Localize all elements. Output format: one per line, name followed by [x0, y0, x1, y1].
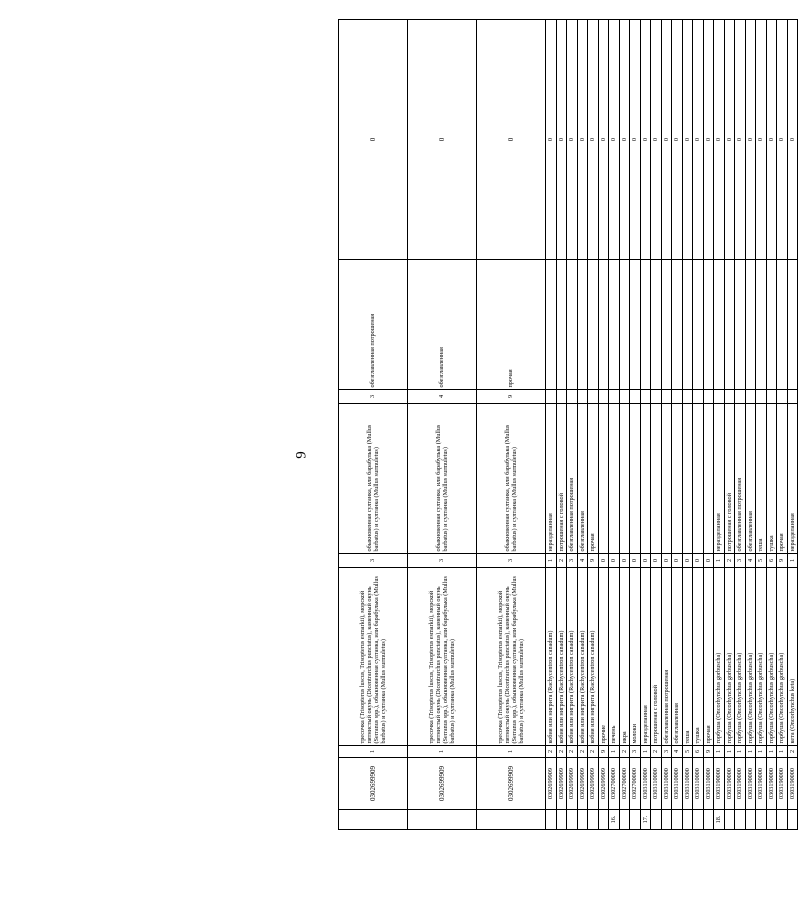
item-number-cell: [651, 810, 662, 830]
level2-description-cell: [661, 404, 672, 554]
item-number-cell: 17.: [640, 810, 651, 830]
level2-number-cell: 0: [598, 554, 609, 568]
level1-description-cell: горбуша (Oncorhynchus gorbuscha): [714, 568, 725, 746]
value-cell: 0: [672, 20, 683, 260]
item-number-cell: [619, 810, 630, 830]
code-cell: 0302699909: [339, 758, 408, 810]
level1-description-cell: кобия или нигрита (Rachycentron canadum): [588, 568, 599, 746]
level3-number-cell: [672, 390, 683, 404]
item-number-cell: [787, 810, 798, 830]
level1-description-cell: горбуша (Oncorhynchus gorbuscha): [724, 568, 735, 746]
table-row: [682, 20, 693, 830]
level2-number-cell: 3: [735, 554, 746, 568]
level2-description-cell: обезглавленная: [577, 404, 588, 554]
level2-description-cell: обыкновенная султанка, или барабулька (Mullus barbatus) и султанка (Mullus surmuletus): [477, 404, 546, 554]
table-row: [777, 20, 788, 830]
level3-description-cell: [619, 260, 630, 390]
table-row: [609, 20, 620, 830]
level3-description-cell: [672, 260, 683, 390]
table-row: [724, 20, 735, 830]
item-number-cell: [546, 810, 557, 830]
level3-number-cell: [724, 390, 735, 404]
value-cell: 0: [756, 20, 767, 260]
value-cell: 0: [766, 20, 777, 260]
level2-description-cell: обезглавленная потрошеная: [735, 404, 746, 554]
code-cell: 0303190000: [766, 758, 777, 810]
item-number-cell: [693, 810, 704, 830]
level1-number-cell: 1: [477, 746, 546, 758]
level3-description-cell: [693, 260, 704, 390]
level1-number-cell: 2: [619, 746, 630, 758]
level2-description-cell: [609, 404, 620, 554]
level3-description-cell: [682, 260, 693, 390]
code-cell: 0303110000: [693, 758, 704, 810]
level1-number-cell: 2: [556, 746, 567, 758]
table-row: [745, 20, 756, 830]
level2-number-cell: 2: [556, 554, 567, 568]
level2-description-cell: [619, 404, 630, 554]
value-cell: 0: [693, 20, 704, 260]
level3-description-cell: [703, 260, 714, 390]
level3-description-cell: [714, 260, 725, 390]
level3-description-cell: [546, 260, 557, 390]
table-row: [714, 20, 725, 830]
level2-number-cell: 0: [630, 554, 641, 568]
level1-description-cell: теша: [682, 568, 693, 746]
item-number-cell: [661, 810, 672, 830]
table-row: [577, 20, 588, 830]
level2-number-cell: 0: [619, 554, 630, 568]
level2-description-cell: [640, 404, 651, 554]
level1-description-cell: прочая: [703, 568, 714, 746]
level1-number-cell: 2: [567, 746, 578, 758]
level2-description-cell: теша: [756, 404, 767, 554]
level2-description-cell: [672, 404, 683, 554]
level3-number-cell: [546, 390, 557, 404]
item-number-cell: [703, 810, 714, 830]
level2-number-cell: 0: [651, 554, 662, 568]
item-number-cell: [672, 810, 683, 830]
item-number-cell: [724, 810, 735, 830]
level1-number-cell: 1: [735, 746, 746, 758]
level3-description-cell: [745, 260, 756, 390]
level1-number-cell: 2: [588, 746, 599, 758]
level3-description-cell: [598, 260, 609, 390]
level2-number-cell: 1: [714, 554, 725, 568]
level1-description-cell: кобия или нигрита (Rachycentron canadum): [577, 568, 588, 746]
level1-description-cell: обезглавленная: [672, 568, 683, 746]
code-cell: 0303110000: [682, 758, 693, 810]
level1-number-cell: 1: [724, 746, 735, 758]
table-row: [756, 20, 767, 830]
table-row: [735, 20, 746, 830]
code-cell: 0302699909: [577, 758, 588, 810]
code-cell: 0302699909: [546, 758, 557, 810]
level1-description-cell: тресочка (Trisopterus luscus, Trisopterus esmarkii), морской пятнистый окунь (Dicentrarchus punctatus), каменный окунь (Serranus spp.), обыкновенная султанка, или барабулька (Mullus barbatus) и султанка (Mullus surmuletus): [339, 568, 408, 746]
level3-description-cell: [787, 260, 798, 390]
value-cell: 0: [339, 20, 408, 260]
level2-description-cell: [630, 404, 641, 554]
level3-number-cell: [703, 390, 714, 404]
code-cell: 0303190000: [735, 758, 746, 810]
level2-number-cell: 0: [672, 554, 683, 568]
code-cell: 0302699909: [408, 758, 477, 810]
level1-number-cell: 1: [766, 746, 777, 758]
item-number-cell: [588, 810, 599, 830]
level1-number-cell: 2: [546, 746, 557, 758]
table-row-large: [339, 20, 408, 830]
level1-description-cell: тушка: [693, 568, 704, 746]
level3-number-cell: [777, 390, 788, 404]
code-cell: 0303190000: [714, 758, 725, 810]
level3-number-cell: [693, 390, 704, 404]
value-cell: 0: [567, 20, 578, 260]
value-cell: 0: [577, 20, 588, 260]
level1-description-cell: кобия или нигрита (Rachycentron canadum): [556, 568, 567, 746]
level3-number-cell: [630, 390, 641, 404]
level2-number-cell: 3: [339, 554, 408, 568]
level1-description-cell: прочие: [598, 568, 609, 746]
level3-number-cell: [745, 390, 756, 404]
level3-number-cell: [567, 390, 578, 404]
level3-description-cell: [588, 260, 599, 390]
code-cell: 0302699909: [477, 758, 546, 810]
level1-number-cell: 2: [577, 746, 588, 758]
table-body: [339, 20, 798, 830]
level2-number-cell: 4: [577, 554, 588, 568]
level3-description-cell: [567, 260, 578, 390]
level3-number-cell: 9: [477, 390, 546, 404]
level3-number-cell: [787, 390, 798, 404]
code-cell: 0303110000: [640, 758, 651, 810]
value-cell: 0: [556, 20, 567, 260]
item-number-cell: [630, 810, 641, 830]
level1-number-cell: 1: [777, 746, 788, 758]
value-cell: 0: [477, 20, 546, 260]
code-cell: 0302699909: [556, 758, 567, 810]
table-row: [703, 20, 714, 830]
level3-description-cell: [661, 260, 672, 390]
level1-description-cell: горбуша (Oncorhynchus gorbuscha): [756, 568, 767, 746]
level1-description-cell: кета (Oncorhynchus keta): [787, 568, 798, 746]
item-number-cell: [756, 810, 767, 830]
table-row-large: [477, 20, 546, 830]
table-row: [672, 20, 683, 830]
level1-number-cell: 1: [745, 746, 756, 758]
table-row: [630, 20, 641, 830]
level2-number-cell: 0: [640, 554, 651, 568]
level2-description-cell: обыкновенная султанка, или барабулька (Mullus barbatus) и султанка (Mullus surmuletus): [339, 404, 408, 554]
level3-description-cell: обезглавленная потрошеная: [339, 260, 408, 390]
code-cell: 0303190000: [777, 758, 788, 810]
level1-description-cell: горбуша (Oncorhynchus gorbuscha): [735, 568, 746, 746]
value-cell: 0: [588, 20, 599, 260]
level3-description-cell: [651, 260, 662, 390]
table-row: [588, 20, 599, 830]
item-number-cell: [408, 810, 477, 830]
item-number-cell: [745, 810, 756, 830]
level3-description-cell: [777, 260, 788, 390]
level1-number-cell: 3: [661, 746, 672, 758]
table-row: [598, 20, 609, 830]
table-row: [651, 20, 662, 830]
level3-description-cell: [766, 260, 777, 390]
value-cell: 0: [703, 20, 714, 260]
level2-description-cell: [682, 404, 693, 554]
level1-description-cell: молоки: [630, 568, 641, 746]
item-number-cell: [777, 810, 788, 830]
level1-description-cell: тресочка (Trisopterus luscus, Trisopterus esmarkii), морской пятнистый окунь (Dicentrarchus punctatus), каменный окунь (Serranus spp.), обыкновенная султанка, или барабулька (Mullus barbatus) и султанка (Mullus surmuletus): [408, 568, 477, 746]
level3-description-cell: [609, 260, 620, 390]
level3-number-cell: [651, 390, 662, 404]
table-row: [567, 20, 578, 830]
page-number: 9: [293, 451, 310, 459]
level2-description-cell: потрошеная с головой: [556, 404, 567, 554]
value-cell: 0: [724, 20, 735, 260]
level1-number-cell: 5: [682, 746, 693, 758]
table-row: [619, 20, 630, 830]
item-number-cell: 16.: [609, 810, 620, 830]
level1-description-cell: потрошеная с головой: [651, 568, 662, 746]
table-row: [640, 20, 651, 830]
level2-number-cell: 0: [609, 554, 620, 568]
level1-number-cell: 2: [651, 746, 662, 758]
level3-number-cell: [756, 390, 767, 404]
code-cell: 0303190000: [756, 758, 767, 810]
item-number-cell: [766, 810, 777, 830]
table-row-large: [408, 20, 477, 830]
table-row: [556, 20, 567, 830]
level1-description-cell: горбуша (Oncorhynchus gorbuscha): [766, 568, 777, 746]
level1-number-cell: 9: [703, 746, 714, 758]
level2-description-cell: неразделанная: [714, 404, 725, 554]
level1-number-cell: 1: [609, 746, 620, 758]
code-cell: 0302700000: [609, 758, 620, 810]
value-cell: 0: [661, 20, 672, 260]
level2-number-cell: 4: [745, 554, 756, 568]
value-cell: 0: [777, 20, 788, 260]
value-cell: 0: [682, 20, 693, 260]
value-cell: 0: [408, 20, 477, 260]
level2-number-cell: 1: [787, 554, 798, 568]
level1-number-cell: 1: [756, 746, 767, 758]
value-cell: 0: [745, 20, 756, 260]
level2-number-cell: 0: [661, 554, 672, 568]
level2-description-cell: [693, 404, 704, 554]
item-number-cell: [567, 810, 578, 830]
level3-number-cell: [714, 390, 725, 404]
level2-description-cell: прочая: [777, 404, 788, 554]
item-number-cell: [682, 810, 693, 830]
level1-number-cell: 2: [787, 746, 798, 758]
level1-description-cell: кобия или нигрита (Rachycentron canadum): [546, 568, 557, 746]
level1-number-cell: 1: [339, 746, 408, 758]
value-cell: 0: [714, 20, 725, 260]
item-number-cell: 18.: [714, 810, 725, 830]
level2-number-cell: 0: [693, 554, 704, 568]
level3-number-cell: [661, 390, 672, 404]
code-cell: 0303110000: [651, 758, 662, 810]
level3-number-cell: [609, 390, 620, 404]
code-cell: 0303110000: [661, 758, 672, 810]
value-cell: 0: [598, 20, 609, 260]
level1-description-cell: обезглавленная потрошеная: [661, 568, 672, 746]
level3-description-cell: [577, 260, 588, 390]
level2-description-cell: обыкновенная султанка, или барабулька (Mullus barbatus) и султанка (Mullus surmuletus): [408, 404, 477, 554]
level3-number-cell: [766, 390, 777, 404]
level2-description-cell: прочая: [588, 404, 599, 554]
code-cell: 0302699909: [588, 758, 599, 810]
level3-description-cell: [756, 260, 767, 390]
level3-number-cell: [577, 390, 588, 404]
level3-number-cell: [588, 390, 599, 404]
level2-number-cell: 9: [588, 554, 599, 568]
level3-number-cell: [735, 390, 746, 404]
level3-description-cell: [556, 260, 567, 390]
level3-description-cell: [724, 260, 735, 390]
table-row: [693, 20, 704, 830]
level2-number-cell: 0: [682, 554, 693, 568]
level1-description-cell: неразделанная: [640, 568, 651, 746]
level2-number-cell: 6: [766, 554, 777, 568]
level1-description-cell: горбуша (Oncorhynchus gorbuscha): [777, 568, 788, 746]
table-row: [787, 20, 798, 830]
value-cell: 0: [640, 20, 651, 260]
level3-number-cell: [682, 390, 693, 404]
code-cell: 0303110000: [703, 758, 714, 810]
level3-description-cell: обезглавленная: [408, 260, 477, 390]
level3-number-cell: [556, 390, 567, 404]
level3-description-cell: прочая: [477, 260, 546, 390]
level3-description-cell: [630, 260, 641, 390]
code-cell: 0302700000: [630, 758, 641, 810]
level1-description-cell: кобия или нигрита (Rachycentron canadum): [567, 568, 578, 746]
value-cell: 0: [651, 20, 662, 260]
level2-number-cell: 3: [477, 554, 546, 568]
code-cell: 0303110000: [672, 758, 683, 810]
level3-number-cell: [598, 390, 609, 404]
level3-description-cell: [640, 260, 651, 390]
level2-description-cell: неразделанная: [787, 404, 798, 554]
value-cell: 0: [619, 20, 630, 260]
level1-number-cell: 1: [714, 746, 725, 758]
level3-description-cell: [735, 260, 746, 390]
value-cell: 0: [787, 20, 798, 260]
level2-description-cell: [651, 404, 662, 554]
level1-number-cell: 1: [408, 746, 477, 758]
table-row: [766, 20, 777, 830]
level2-description-cell: тушка: [766, 404, 777, 554]
level1-number-cell: 1: [640, 746, 651, 758]
level1-description-cell: икра: [619, 568, 630, 746]
level1-description-cell: печень: [609, 568, 620, 746]
level2-number-cell: 3: [408, 554, 477, 568]
level1-number-cell: 9: [598, 746, 609, 758]
level2-number-cell: 1: [546, 554, 557, 568]
table-row: [546, 20, 557, 830]
fish-classification-table-wrapper: [338, 20, 796, 830]
value-cell: 0: [609, 20, 620, 260]
level2-number-cell: 0: [703, 554, 714, 568]
level2-description-cell: [598, 404, 609, 554]
level1-description-cell: горбуша (Oncorhynchus gorbuscha): [745, 568, 756, 746]
level3-number-cell: [619, 390, 630, 404]
code-cell: 0302700000: [619, 758, 630, 810]
table-row: [661, 20, 672, 830]
item-number-cell: [735, 810, 746, 830]
value-cell: 0: [546, 20, 557, 260]
level3-number-cell: 4: [408, 390, 477, 404]
level1-number-cell: 6: [693, 746, 704, 758]
item-number-cell: [339, 810, 408, 830]
value-cell: 0: [630, 20, 641, 260]
level3-number-cell: [640, 390, 651, 404]
code-cell: 0302699909: [598, 758, 609, 810]
level2-number-cell: 2: [724, 554, 735, 568]
level2-number-cell: 3: [567, 554, 578, 568]
code-cell: 0303190000: [745, 758, 756, 810]
level3-number-cell: 3: [339, 390, 408, 404]
value-cell: 0: [735, 20, 746, 260]
level1-number-cell: 4: [672, 746, 683, 758]
level2-description-cell: обезглавленная потрошеная: [567, 404, 578, 554]
item-number-cell: [598, 810, 609, 830]
level2-description-cell: потрошеная с головой: [724, 404, 735, 554]
item-number-cell: [577, 810, 588, 830]
code-cell: 0302699909: [567, 758, 578, 810]
level2-description-cell: неразделанная: [546, 404, 557, 554]
level1-number-cell: 3: [630, 746, 641, 758]
fish-classification-table: [338, 19, 798, 830]
item-number-cell: [556, 810, 567, 830]
level1-description-cell: тресочка (Trisopterus luscus, Trisopterus esmarkii), морской пятнистый окунь (Dicentrarchus punctatus), каменный окунь (Serranus spp.), обыкновенная султанка, или барабулька (Mullus barbatus) и султанка (Mullus surmuletus): [477, 568, 546, 746]
item-number-cell: [477, 810, 546, 830]
level2-number-cell: 9: [777, 554, 788, 568]
level2-description-cell: обезглавленная: [745, 404, 756, 554]
code-cell: 0303190000: [787, 758, 798, 810]
level2-number-cell: 5: [756, 554, 767, 568]
code-cell: 0303190000: [724, 758, 735, 810]
level2-description-cell: [703, 404, 714, 554]
